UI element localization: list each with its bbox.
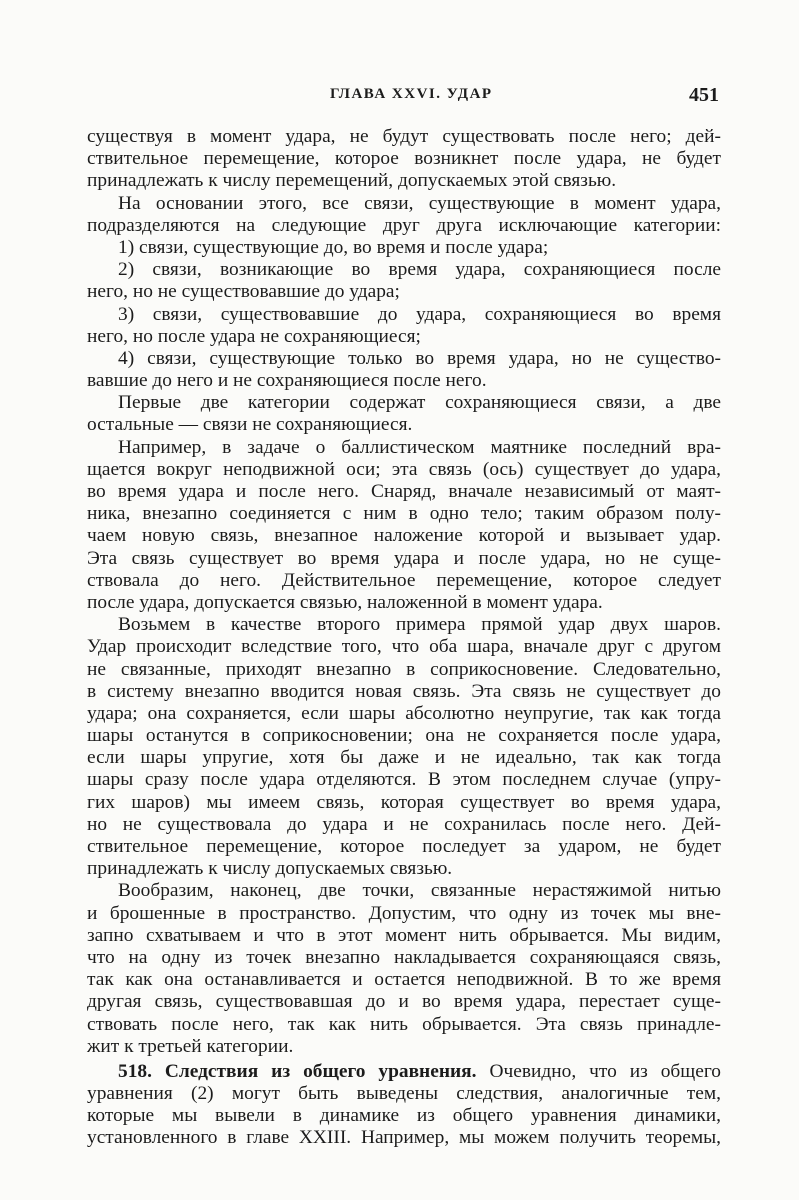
text-line: ника, внезапно соединяется с ним в одно тело; таким образом полу- [87,503,721,525]
text-line: шары останутся в соприкосновении; она не сохраняется после удара, [87,725,721,747]
text-line: чаем новую связь, внезапное наложение которой и вызывает удар. [87,525,721,547]
text-line: не связанные, приходят внезапно в соприкосновение. Следовательно, [87,658,721,680]
running-head [0,84,799,110]
text-line: вавшие до него и не сохраняющиеся после него. [87,370,487,392]
text-line: него, но после удара не сохраняющиеся; [87,325,421,347]
text-line: принадлежать к числу перемещений, допускаемых этой связью. [87,170,617,192]
text-line: ствительное перемещение, которое возникнет после удара, не будет [87,148,721,170]
text-line: но не существовала до удара и не сохранилась после него. Дей- [87,813,721,835]
text-line: так как она останавливается и остается неподвижной. В то же время [87,969,721,991]
text-line: На основании этого, все связи, существующие в момент удара, [118,192,721,214]
text-line: уравнения (2) могут быть выведены следствия, аналогичные тем, [87,1083,721,1105]
text-line: Например, в задаче о баллистическом маятнике последний вра- [118,436,721,458]
text-line: 3) связи, существовавшие до удара, сохраняющиеся во время [118,303,721,325]
text-line: запно схватываем и что в этот момент нить обрывается. Мы видим, [87,924,721,946]
text-line: удара; она сохраняется, если шары абсолютно неупругие, так как тогда [87,702,721,724]
text-line: которые мы вывели в динамике из общего уравнения динамики, [87,1105,721,1127]
text-line: щается вокруг неподвижной оси; эта связь (ось) существует до удара, [87,458,721,480]
text-line: ствительное перемещение, которое последует за ударом, не будет [87,836,721,857]
text-line: что на одну из точек внезапно накладывается сохраняющаяся связь, [87,946,721,968]
text-line: принадлежать к числу допускаемых связью. [87,858,453,880]
text-line: жит к третьей категории. [87,1035,294,1057]
text-line: 4) связи, существующие только во время удара, но не существо- [118,347,721,369]
text-line: установленного в главе XXIII. Например, мы можем получить теоремы, [87,1127,721,1149]
text-line: 1) связи, существующие до, во время и после удара; [118,236,549,258]
text-line: и брошенные в пространство. Допустим, что одну из точек мы вне- [87,902,721,924]
text-line: Удар происходит вследствие того, что оба шара, вначале друг с другом [87,636,721,658]
text-line: другая связь, существовавшая до и во время удара, перестает суще- [87,991,721,1013]
chapter-title: ГЛАВА XXVI. УДАР [330,86,493,102]
text-line: шары сразу после удара отделяются. В этом последнем случае (упру- [87,769,721,791]
text-line: подразделяются на следующие друг друга исключающие категории: [87,214,721,236]
text-line: остальные — связи не сохраняющиеся. [87,414,413,436]
text-line: во время удара и после него. Снаряд, вначале независимый от маят- [87,481,721,502]
text-line: гих шаров) мы имеем связь, которая существует во время удара, [87,791,721,813]
text-line: существуя в момент удара, не будут существовать после него; дей- [87,126,721,147]
body-text [87,126,721,1150]
text-line: в систему внезапно вводится новая связь. Эта связь не существует до [87,680,721,702]
section-heading-line [87,1061,721,1083]
text-line: Вообразим, наконец, две точки, связанные нерастяжимой нитью [118,880,721,902]
text-line: Возьмем в качестве второго примера прямой удар двух шаров. [118,614,721,636]
section-heading-text: Очевидно, что из общего [476,1060,721,1082]
text-line: него, но не существовавшие до удара; [87,281,400,303]
text-line: после удара, допускается связью, наложенной в момент удара. [87,591,603,613]
text-line: если шары упругие, хотя бы даже и не идеально, так как тогда [87,747,721,769]
text-line: ствовала до него. Действительное перемещение, которое следует [87,569,721,591]
text-line: ствовать после него, так как нить обрывается. Эта связь принадле- [87,1013,721,1035]
text-line: 2) связи, возникающие во время удара, сохраняющиеся после [118,259,721,281]
text-line: Эта связь существует во время удара и после удара, но не суще- [87,547,721,569]
page-number: 451 [689,84,719,106]
section-heading: 518. Следствия из общего уравнения. [118,1060,477,1082]
text-line: Первые две категории содержат сохраняющиеся связи, а две [118,392,721,414]
